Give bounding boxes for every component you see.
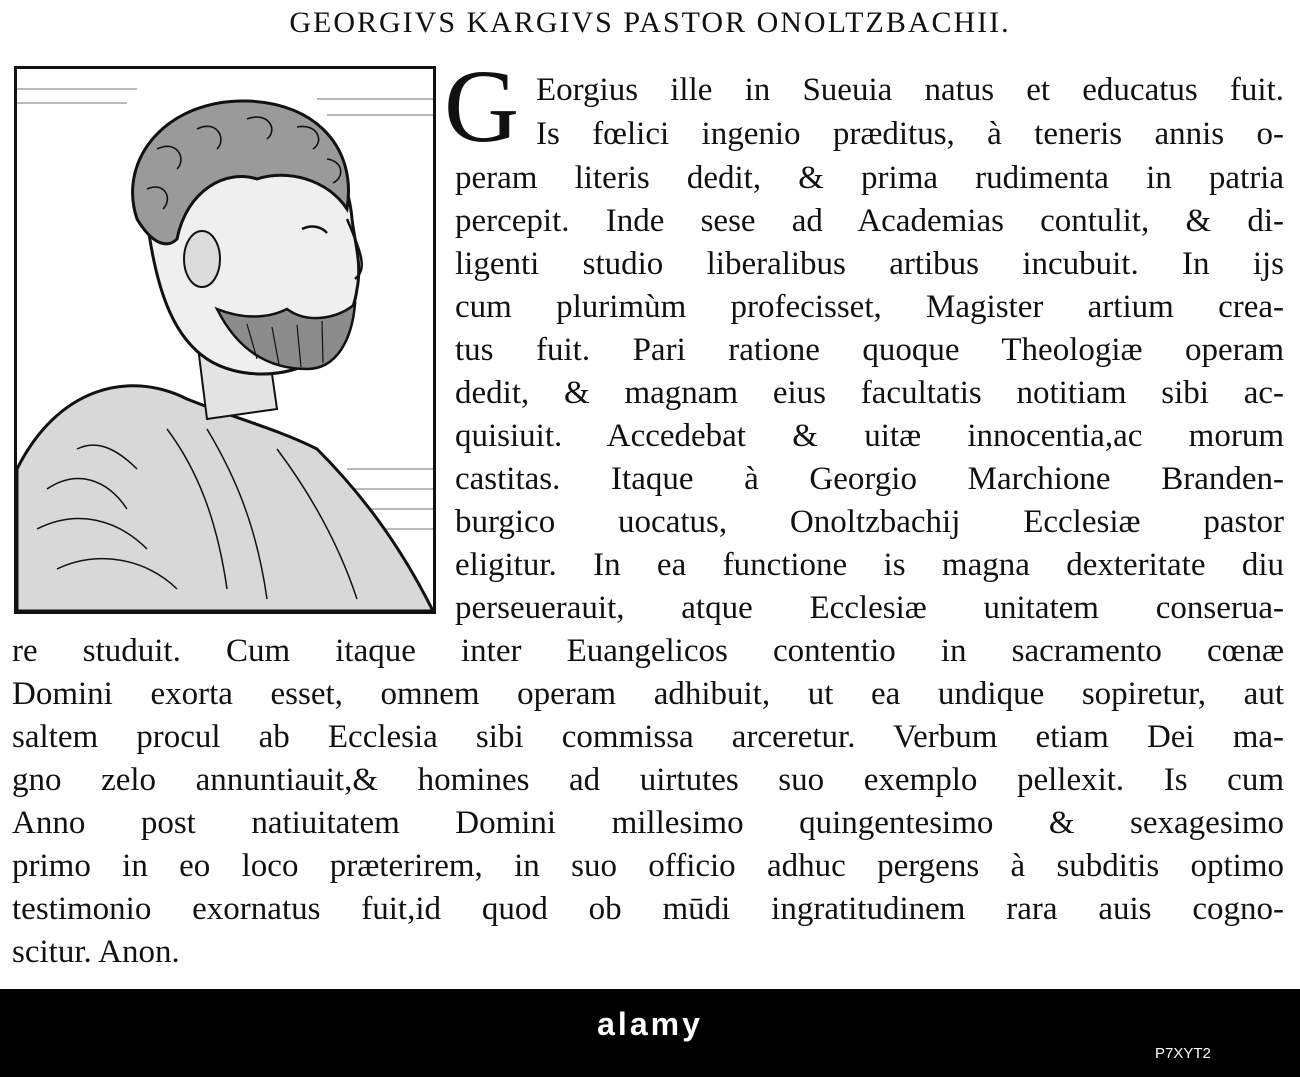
text-line: eligitur. In ea functione is magna dexteritate diu xyxy=(455,547,1284,583)
text-line: castitas. Itaque à Georgio Marchione Branden- xyxy=(455,461,1284,497)
text-line: tus fuit. Pari ratione quoque Theologiæ operam xyxy=(455,332,1284,368)
text-line: testimonio exornatus fuit,id quod ob mūdi ingratitudinem rara auis cogno- xyxy=(12,891,1284,927)
text-line: quisiuit. Accedebat & uitæ innocentia,ac morum xyxy=(455,418,1284,454)
portrait-engraving-image xyxy=(17,69,433,611)
text-line: scitur. Anon. xyxy=(12,934,180,970)
running-head: GEORGIVS KARGIVS PASTOR ONOLTZBACHII. xyxy=(289,6,1011,39)
text-line: primo in eo loco præterirem, in suo officio adhuc pergens à subditis optimo xyxy=(12,848,1284,884)
text-line: percepit. Inde sese ad Academias contulit, & di- xyxy=(455,203,1284,239)
stock-image-id: P7XYT2 xyxy=(1155,1045,1211,1062)
text-line: re studuit. Cum itaque inter Euangelicos contentio in sacramento cœnæ xyxy=(12,633,1284,669)
text-line: cum plurimùm profecisset, Magister artium crea- xyxy=(455,289,1284,325)
woodcut-portrait xyxy=(14,66,436,614)
text-line: dedit, & magnam eius facultatis notitiam sibi ac- xyxy=(455,375,1284,411)
text-line: saltem procul ab Ecclesia sibi commissa arceretur. Verbum etiam Dei ma- xyxy=(12,719,1284,755)
text-line: Domini exorta esset, omnem operam adhibuit, ut ea undique sopiretur, aut xyxy=(12,676,1284,712)
text-line: gno zelo annuntiauit,& homines ad uirtutes suo exemplo pellexit. Is cum xyxy=(12,762,1284,798)
watermark-logo: alamy xyxy=(597,1006,703,1042)
text-line: Eorgius ille in Sueuia natus et educatus fuit. xyxy=(536,72,1284,108)
drop-initial: G xyxy=(444,49,520,164)
text-line: Is fœlici ingenio præditus, à teneris annis o- xyxy=(536,116,1284,152)
text-line: perseuerauit, atque Ecclesiæ unitatem conserua- xyxy=(455,590,1284,626)
text-line: peram literis dedit, & prima rudimenta in patria xyxy=(455,160,1284,196)
text-line: Anno post natiuitatem Domini millesimo quingentesimo & sexagesimo xyxy=(12,805,1284,841)
text-line: burgico uocatus, Onoltzbachij Ecclesiæ pastor xyxy=(455,504,1284,540)
text-line: ligenti studio liberalibus artibus incubuit. In ijs xyxy=(455,246,1284,282)
